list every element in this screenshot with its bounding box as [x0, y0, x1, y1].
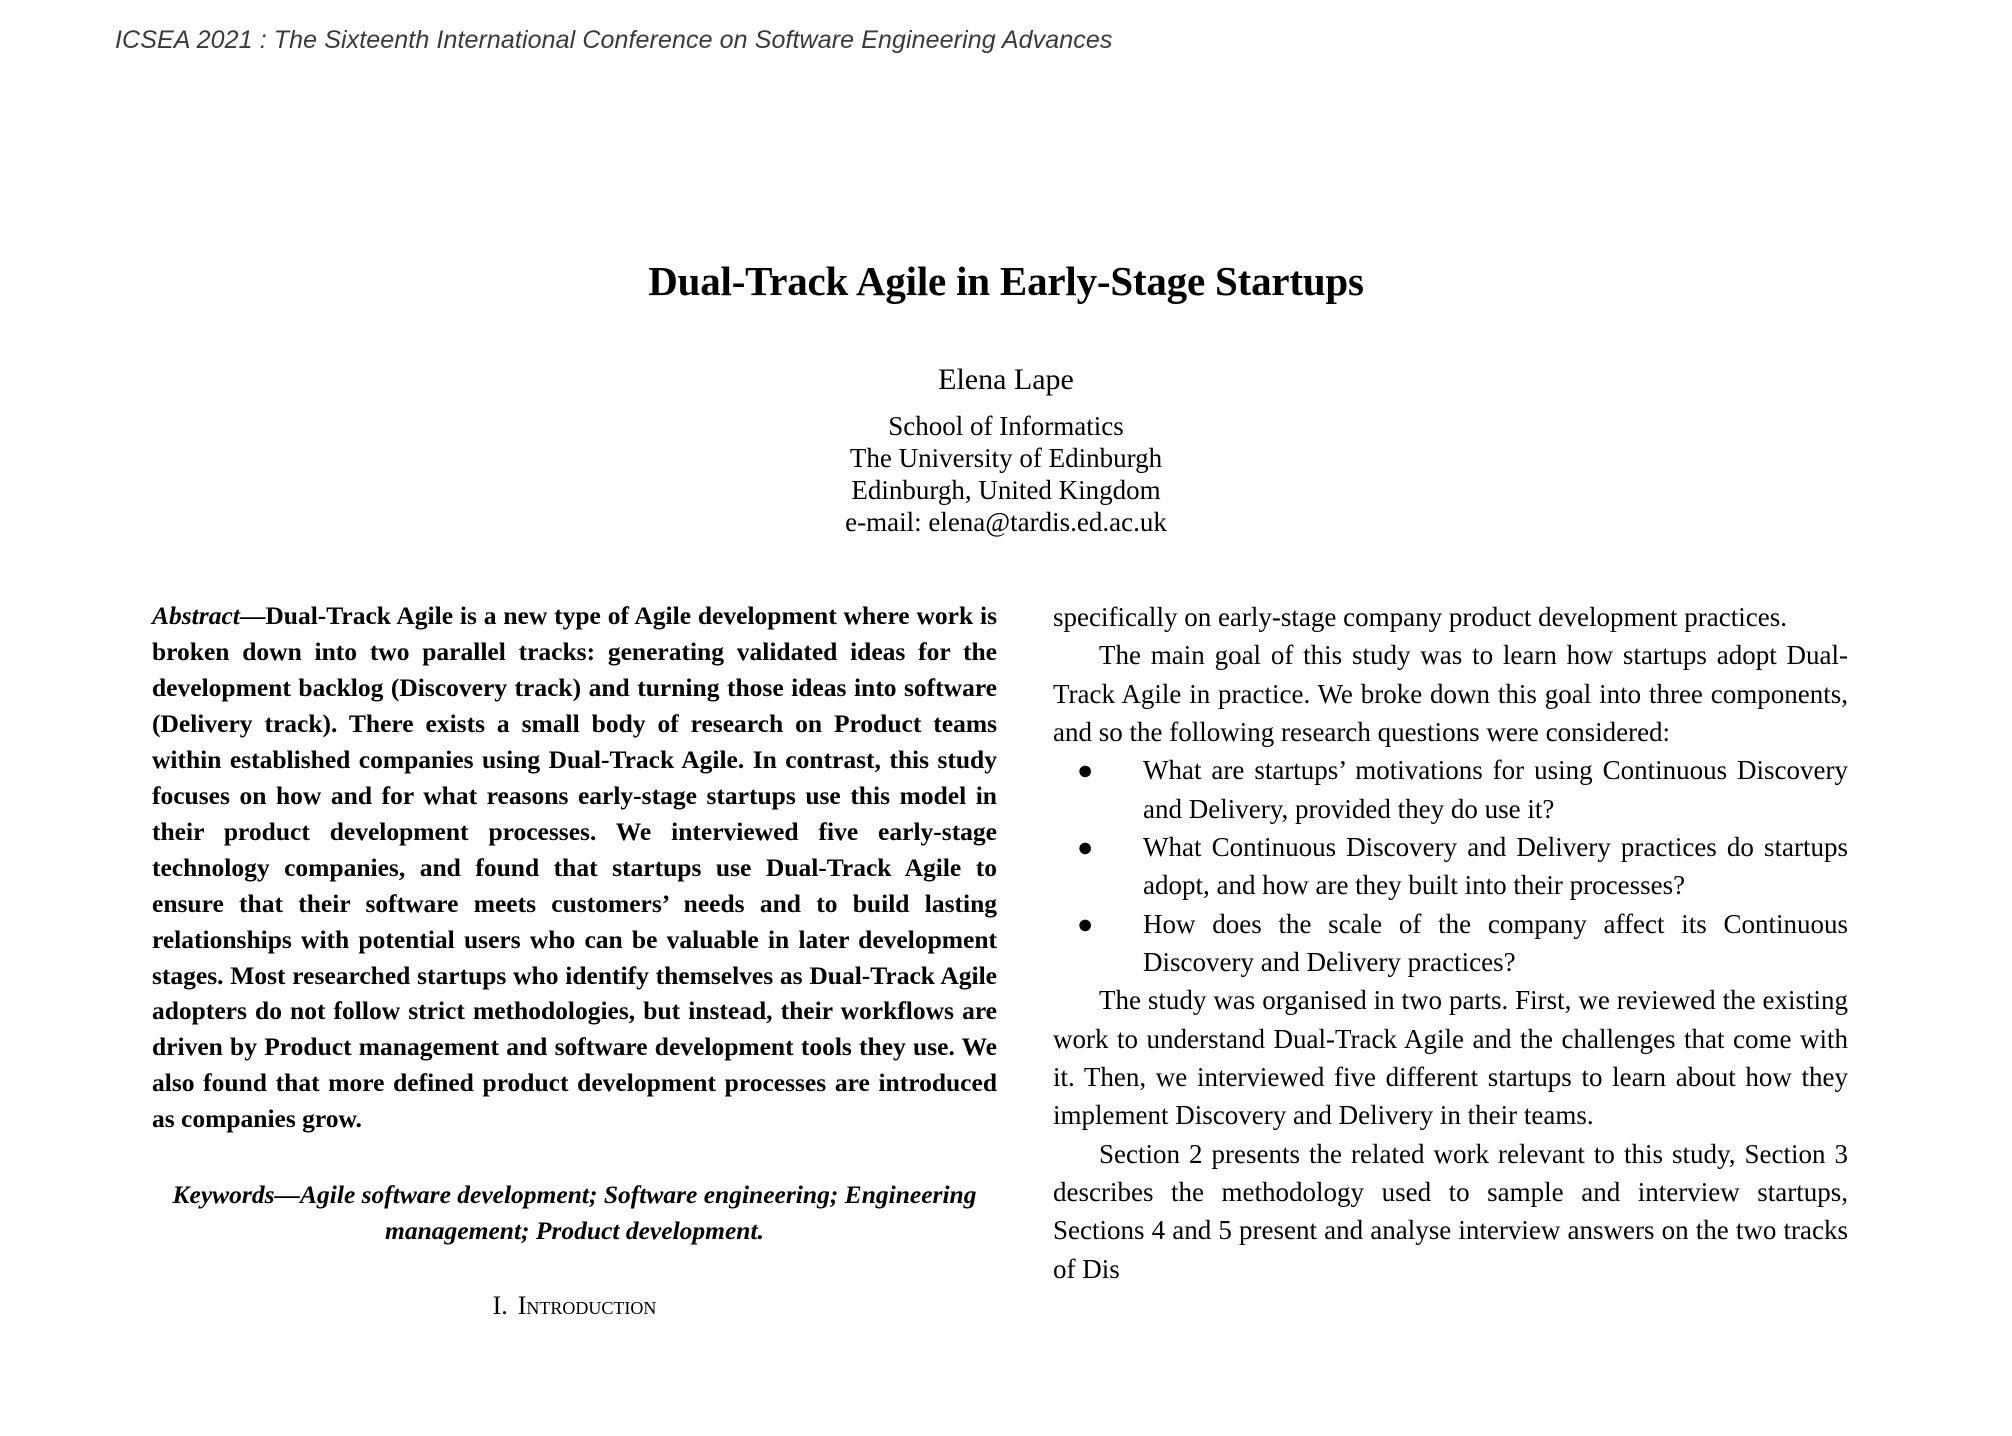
bullet-icon: ● [1077, 755, 1094, 786]
section-numeral: I. [492, 1291, 508, 1321]
right-column [1053, 598, 1848, 1288]
author-email: e-mail: elena@tardis.ed.ac.uk [845, 506, 1167, 537]
abstract-paragraph [152, 598, 997, 1137]
author-block [0, 365, 2012, 538]
left-column [152, 598, 997, 1321]
keywords-paragraph [152, 1177, 997, 1249]
list-item [1053, 828, 1848, 905]
abstract-text: Dual-Track Agile is a new type of Agile development where work is broken down into two parallel tracks: generating validated ideas for the development backlog (Discovery track) and turning those ideas into software (Delivery track). There exists a small body of research on Product teams within established companies using Dual-Track Agile. In contrast, this study focuses on how and for what reasons early-stage startups use this model in their product development processes. We interviewed five early-stage technology companies, and found that startups use Dual-Track Agile to ensure that their software meets customers’ needs and to build lasting relationships with potential users who can be valuable in later development stages. Most researched startups who identify themselves as Dual-Track Agile adopters do not follow strict methodologies, but instead, their workflows are driven by Product management and software development tools they use. We also found that more defined product development processes are introduced as companies grow. [152, 601, 997, 1134]
running-header: ICSEA 2021 : The Sixteenth International Conference on Software Engineering Advances [115, 26, 1113, 54]
author-department: School of Informatics [888, 411, 1124, 441]
list-item [1053, 905, 1848, 982]
section-heading-introduction [152, 1291, 997, 1321]
paragraph-continued: specifically on early-stage company product development practices. [1053, 602, 1787, 632]
research-question-text: What Continuous Discovery and Delivery practices do startups adopt, and how are they built into their processes? [1143, 831, 1848, 901]
list-item [1053, 751, 1848, 828]
bullet-icon: ● [1077, 831, 1094, 862]
paragraph-study-goal: The main goal of this study was to learn how startups adopt Dual-Track Agile in practice. We broke down this goal into three components, and so the following research questions were considered: [1053, 640, 1848, 747]
research-question-text: What are startups’ motivations for using Continuous Discovery and Delivery, provided they do use it? [1143, 755, 1848, 824]
abstract-dash: — [239, 601, 266, 630]
author-institution: The University of Edinburgh [849, 442, 1163, 473]
research-question-text: How does the scale of the company affect its Continuous Discovery and Delivery practices? [1143, 908, 1848, 977]
paper-title: Dual-Track Agile in Early-Stage Startups [648, 258, 1364, 305]
bullet-icon: ● [1077, 908, 1094, 939]
paragraph-section-overview: Section 2 presents the related work relevant to this study, Section 3 describes the methodology used to sample and interview startups, Sections 4 and 5 present and analyse interview answers on the two tracks of Dis [1053, 1138, 1848, 1284]
keywords-label: Keywords [172, 1180, 275, 1210]
author-name: Elena Lape [938, 363, 1074, 396]
abstract-label: Abstract [152, 601, 240, 630]
research-questions-list [1053, 751, 1848, 981]
author-location: Edinburgh, United Kingdom [851, 474, 1161, 505]
keywords-dash: — [274, 1180, 301, 1210]
section-title: Introduction [517, 1291, 657, 1321]
paragraph-study-organisation: The study was organised in two parts. First, we reviewed the existing work to understand Dual-Track Agile and the challenges that come with it. Then, we interviewed five different startups to learn about how they implement Discovery and Delivery in their teams. [1053, 985, 1848, 1131]
keywords-text: Agile software development; Software engineering; Engineering management; Product development. [300, 1180, 977, 1246]
